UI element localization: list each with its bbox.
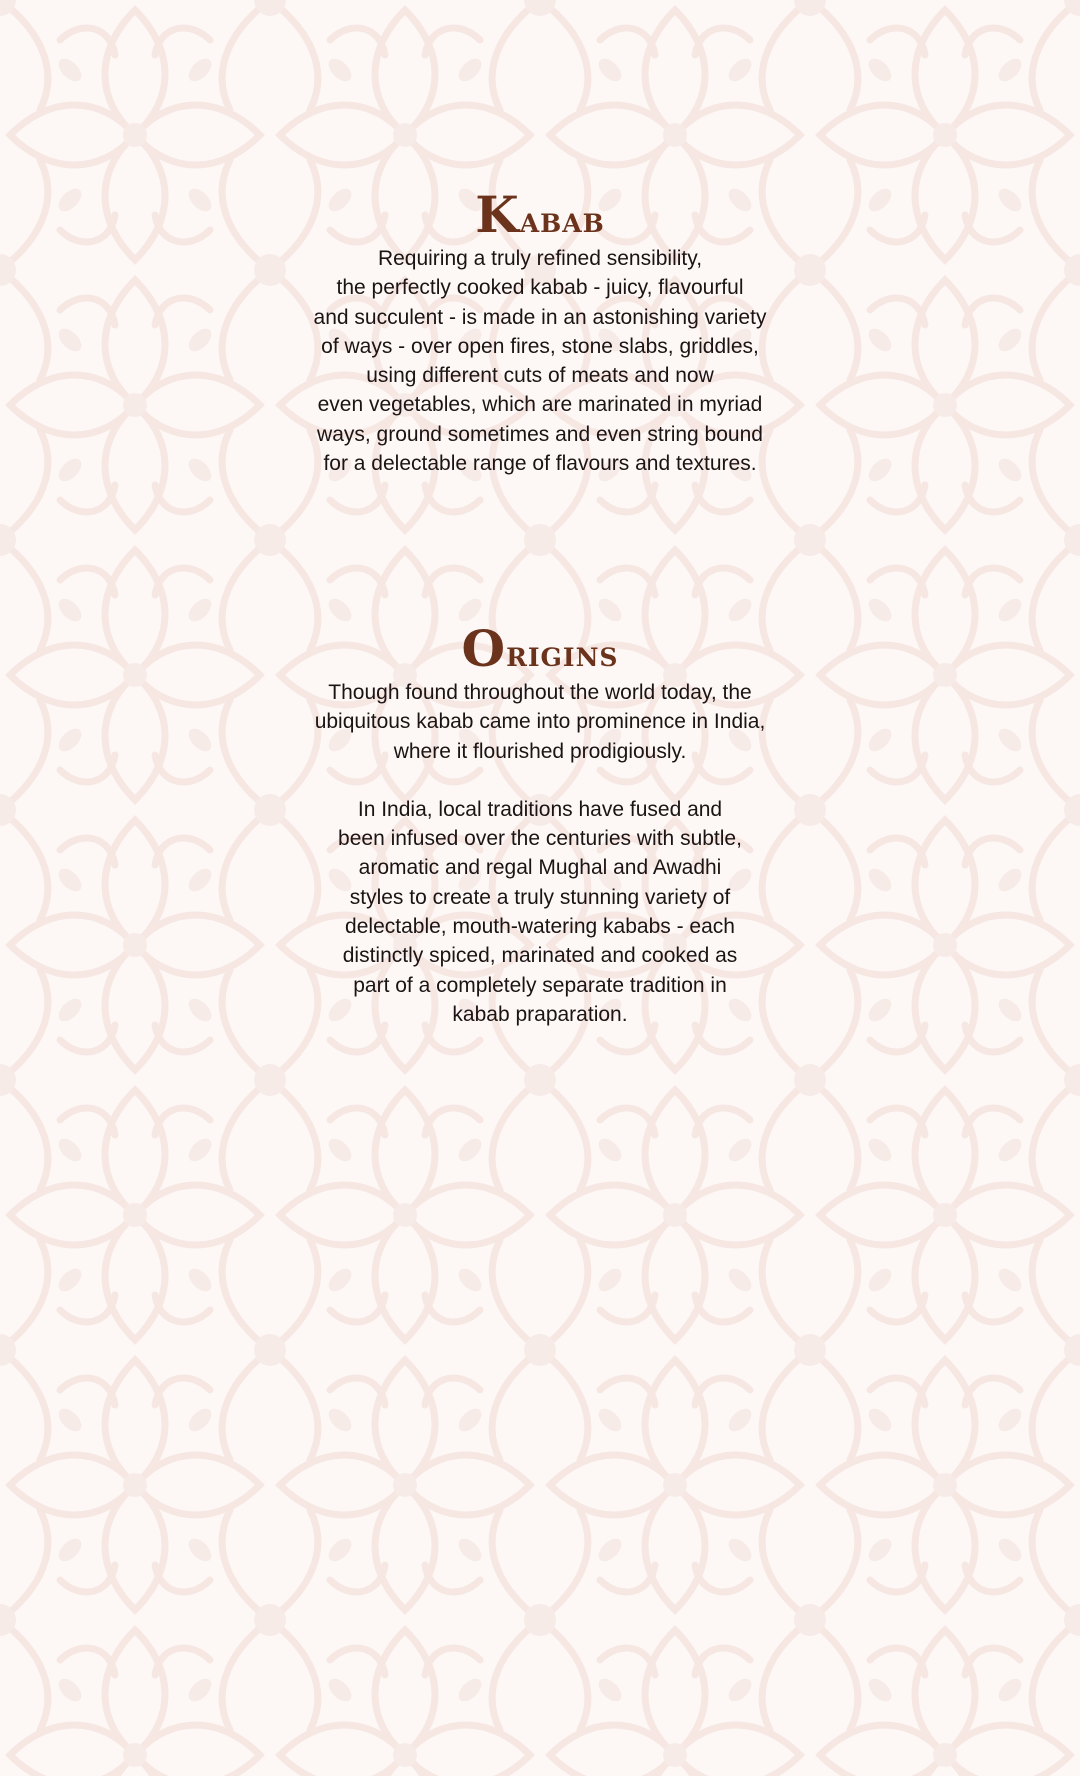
kabab-heading-initial: K: [475, 185, 520, 244]
origins-paragraph-line: where it flourished prodigiously.: [393, 739, 687, 763]
origins-paragraph-line: distinctly spiced, marinated and cooked as: [342, 944, 738, 968]
kabab-heading: [0, 186, 1080, 244]
origins-paragraph-line: been infused over the centuries with subtle,: [338, 827, 742, 851]
origins-paragraph-line: delectable, mouth-watering kababs - each: [345, 915, 735, 939]
origins-paragraph-1: [280, 678, 800, 766]
origins-section: [0, 620, 1080, 1029]
origins-paragraph-2: [310, 795, 770, 1029]
origins-paragraph-line: kabab praparation.: [452, 1002, 628, 1026]
kabab-section: [0, 186, 1080, 478]
kabab-paragraph-line: ways, ground sometimes and even string bound: [317, 422, 763, 446]
kabab-paragraph: [280, 244, 800, 478]
origins-paragraph-line: styles to create a truly stunning variety of: [349, 885, 731, 909]
origins-heading-initial: O: [461, 619, 507, 678]
kabab-paragraph-line: for a delectable range of flavours and textures.: [323, 452, 757, 476]
kabab-paragraph-line: of ways - over open fires, stone slabs, griddles,: [321, 334, 759, 358]
kabab-paragraph-line: using different cuts of meats and now: [366, 364, 714, 388]
origins-heading-rest: rigins: [506, 633, 619, 675]
kabab-paragraph-line: the perfectly cooked kabab - juicy, flavourful: [336, 276, 744, 300]
origins-paragraph-line: Though found throughout the world today, the: [328, 681, 752, 704]
origins-paragraph-line: In India, local traditions have fused and: [357, 797, 723, 821]
origins-paragraph-line: part of a completely separate tradition in: [353, 973, 727, 997]
kabab-paragraph-line: and succulent - is made in an astonishing variety: [313, 305, 767, 329]
origins-heading: [0, 620, 1080, 678]
kabab-paragraph-line: Requiring a truly refined sensibility,: [377, 247, 703, 270]
origins-paragraph-line: aromatic and regal Mughal and Awadhi: [358, 856, 722, 880]
kabab-paragraph-line: even vegetables, which are marinated in myriad: [317, 393, 763, 417]
kabab-heading-rest: abab: [519, 199, 605, 241]
origins-paragraph-line: ubiquitous kabab came into prominence in India,: [314, 710, 766, 734]
